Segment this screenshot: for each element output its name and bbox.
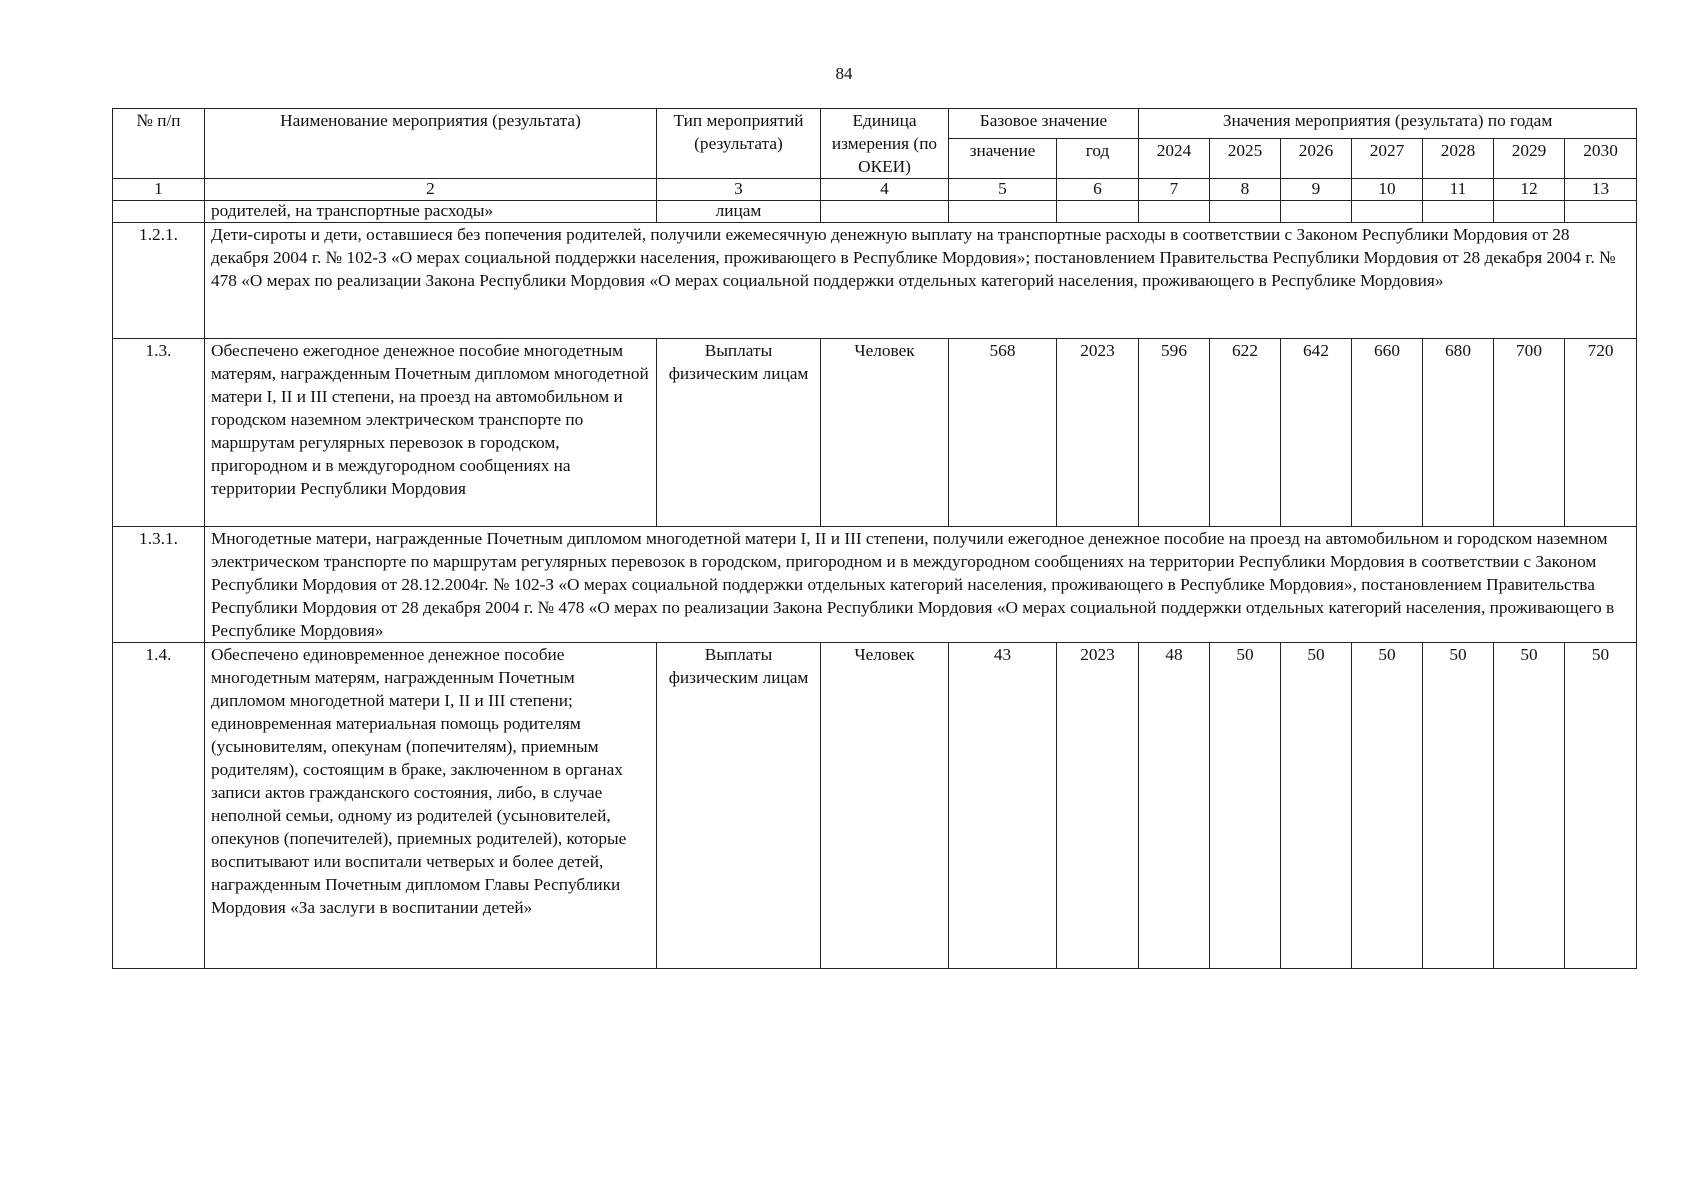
header-num: № п/п xyxy=(113,109,205,179)
header-row-1 xyxy=(113,109,1637,139)
row-description: Многодетные матери, награжденные Почетным дипломом многодетной матери I, II и III степени, получили ежегодное денежное пособие на проезд на автомобильном и городском наземном электрическом транспорте по маршрутам регулярных перевозок в городском, пригородном и в междугородном сообщениях на территории Республики Мордовия в соответствии с Законом Республики Мордовия от 28.12.2004г. № 102-З «О мерах социальной поддержки отдельных категорий населения, проживающего в Республике Мордовия», постановлением Правительства Республики Мордовия от 28 декабря 2004 г. № 478 «О мерах по реализации Закона Республики Мордовия «О мерах социальной поддержки отдельных категорий населения, проживающего в Республике Мордовия» xyxy=(205,527,1637,643)
row-type: Выплаты физическим лицам xyxy=(657,643,821,969)
header-years: Значения мероприятия (результата) по годам xyxy=(1139,109,1637,139)
row-number: 1.3. xyxy=(113,339,205,527)
header-base-year: год xyxy=(1057,139,1139,179)
table-row-1-2-1 xyxy=(113,223,1637,339)
table-row-1-4 xyxy=(113,643,1637,969)
row-name: Обеспечено ежегодное денежное пособие многодетным матерям, награжденным Почетным дипломом многодетной матери I, II и III степени, на проезд на автомобильном и городском наземном электрическом транспорте по маршрутам регулярных перевозок в городском, пригородном и в междугородном сообщениях на территории Республики Мордовия xyxy=(205,339,657,527)
header-year-2027: 2027 xyxy=(1352,139,1423,179)
row-number: 1.2.1. xyxy=(113,223,205,339)
row-value-2029: 50 xyxy=(1494,643,1565,969)
continuation-type: лицам xyxy=(657,201,821,223)
column-number: 5 xyxy=(949,179,1057,201)
header-base-value: значение xyxy=(949,139,1057,179)
column-number: 2 xyxy=(205,179,657,201)
header-year-2028: 2028 xyxy=(1423,139,1494,179)
row-description: Дети-сироты и дети, оставшиеся без попечения родителей, получили ежемесячную денежную выплату на транспортные расходы в соответствии с Законом Республики Мордовия от 28 декабря 2004 г. № 102-З «О мерах социальной поддержки населения, проживающего в Республике Мордовия»; постановлением Правительства Республики Мордовия от 28 декабря 2004 г. № 478 «О мерах по реализации Закона Республики Мордовия «О мерах социальной поддержки отдельных категорий населения, проживающего в Республике Мордовия» xyxy=(205,223,1637,339)
row-value-2027: 50 xyxy=(1352,643,1423,969)
row-value-2024: 48 xyxy=(1139,643,1210,969)
row-value-2024: 596 xyxy=(1139,339,1210,527)
header-year-2025: 2025 xyxy=(1210,139,1281,179)
column-numbers-row xyxy=(113,179,1637,201)
row-type: Выплаты физическим лицам xyxy=(657,339,821,527)
header-year-2029: 2029 xyxy=(1494,139,1565,179)
row-value-2027: 660 xyxy=(1352,339,1423,527)
continuation-name: родителей, на транспортные расходы» xyxy=(205,201,657,223)
column-number: 9 xyxy=(1281,179,1352,201)
column-number: 4 xyxy=(821,179,949,201)
column-number: 12 xyxy=(1494,179,1565,201)
row-name: Обеспечено единовременное денежное пособие многодетным матерям, награжденным Почетным дипломом многодетной матери I, II и III степени; единовременная материальная помощь родителям (усыновителям, опекунам (попечителям), приемным родителям), состоящим в браке, заключенном в органах записи актов гражданского состояния, либо, в случае неполной семьи, одному из родителей (усыновителей, опекунов (попечителей), приемных родителей), которые воспитывают или воспитали четверых и более детей, награжденным Почетным дипломом Главы Республики Мордовия «За заслуги в воспитании детей» xyxy=(205,643,657,969)
row-unit: Человек xyxy=(821,339,949,527)
header-base: Базовое значение xyxy=(949,109,1139,139)
column-number: 8 xyxy=(1210,179,1281,201)
header-year-2030: 2030 xyxy=(1565,139,1637,179)
column-number: 13 xyxy=(1565,179,1637,201)
column-number: 1 xyxy=(113,179,205,201)
row-value-2028: 50 xyxy=(1423,643,1494,969)
row-value-2030: 720 xyxy=(1565,339,1637,527)
column-number: 3 xyxy=(657,179,821,201)
row-base-year: 2023 xyxy=(1057,643,1139,969)
header-unit: Единица измерения (по ОКЕИ) xyxy=(821,109,949,179)
header-year-2026: 2026 xyxy=(1281,139,1352,179)
column-number: 11 xyxy=(1423,179,1494,201)
row-value-2026: 50 xyxy=(1281,643,1352,969)
table-row-1-3 xyxy=(113,339,1637,527)
header-name: Наименование мероприятия (результата) xyxy=(205,109,657,179)
row-value-2025: 50 xyxy=(1210,643,1281,969)
row-base-value: 568 xyxy=(949,339,1057,527)
column-number: 7 xyxy=(1139,179,1210,201)
row-value-2030: 50 xyxy=(1565,643,1637,969)
row-number: 1.4. xyxy=(113,643,205,969)
column-number: 6 xyxy=(1057,179,1139,201)
column-number: 10 xyxy=(1352,179,1423,201)
row-value-2028: 680 xyxy=(1423,339,1494,527)
page-number: 84 xyxy=(835,64,853,83)
row-value-2026: 642 xyxy=(1281,339,1352,527)
header-type: Тип мероприятий (результата) xyxy=(657,109,821,179)
row-value-2025: 622 xyxy=(1210,339,1281,527)
row-base-year: 2023 xyxy=(1057,339,1139,527)
continuation-row xyxy=(113,201,1637,223)
table-row-1-3-1 xyxy=(113,527,1637,643)
header-year-2024: 2024 xyxy=(1139,139,1210,179)
row-value-2029: 700 xyxy=(1494,339,1565,527)
row-number: 1.3.1. xyxy=(113,527,205,643)
row-base-value: 43 xyxy=(949,643,1057,969)
row-unit: Человек xyxy=(821,643,949,969)
indicators-table xyxy=(112,108,1637,969)
